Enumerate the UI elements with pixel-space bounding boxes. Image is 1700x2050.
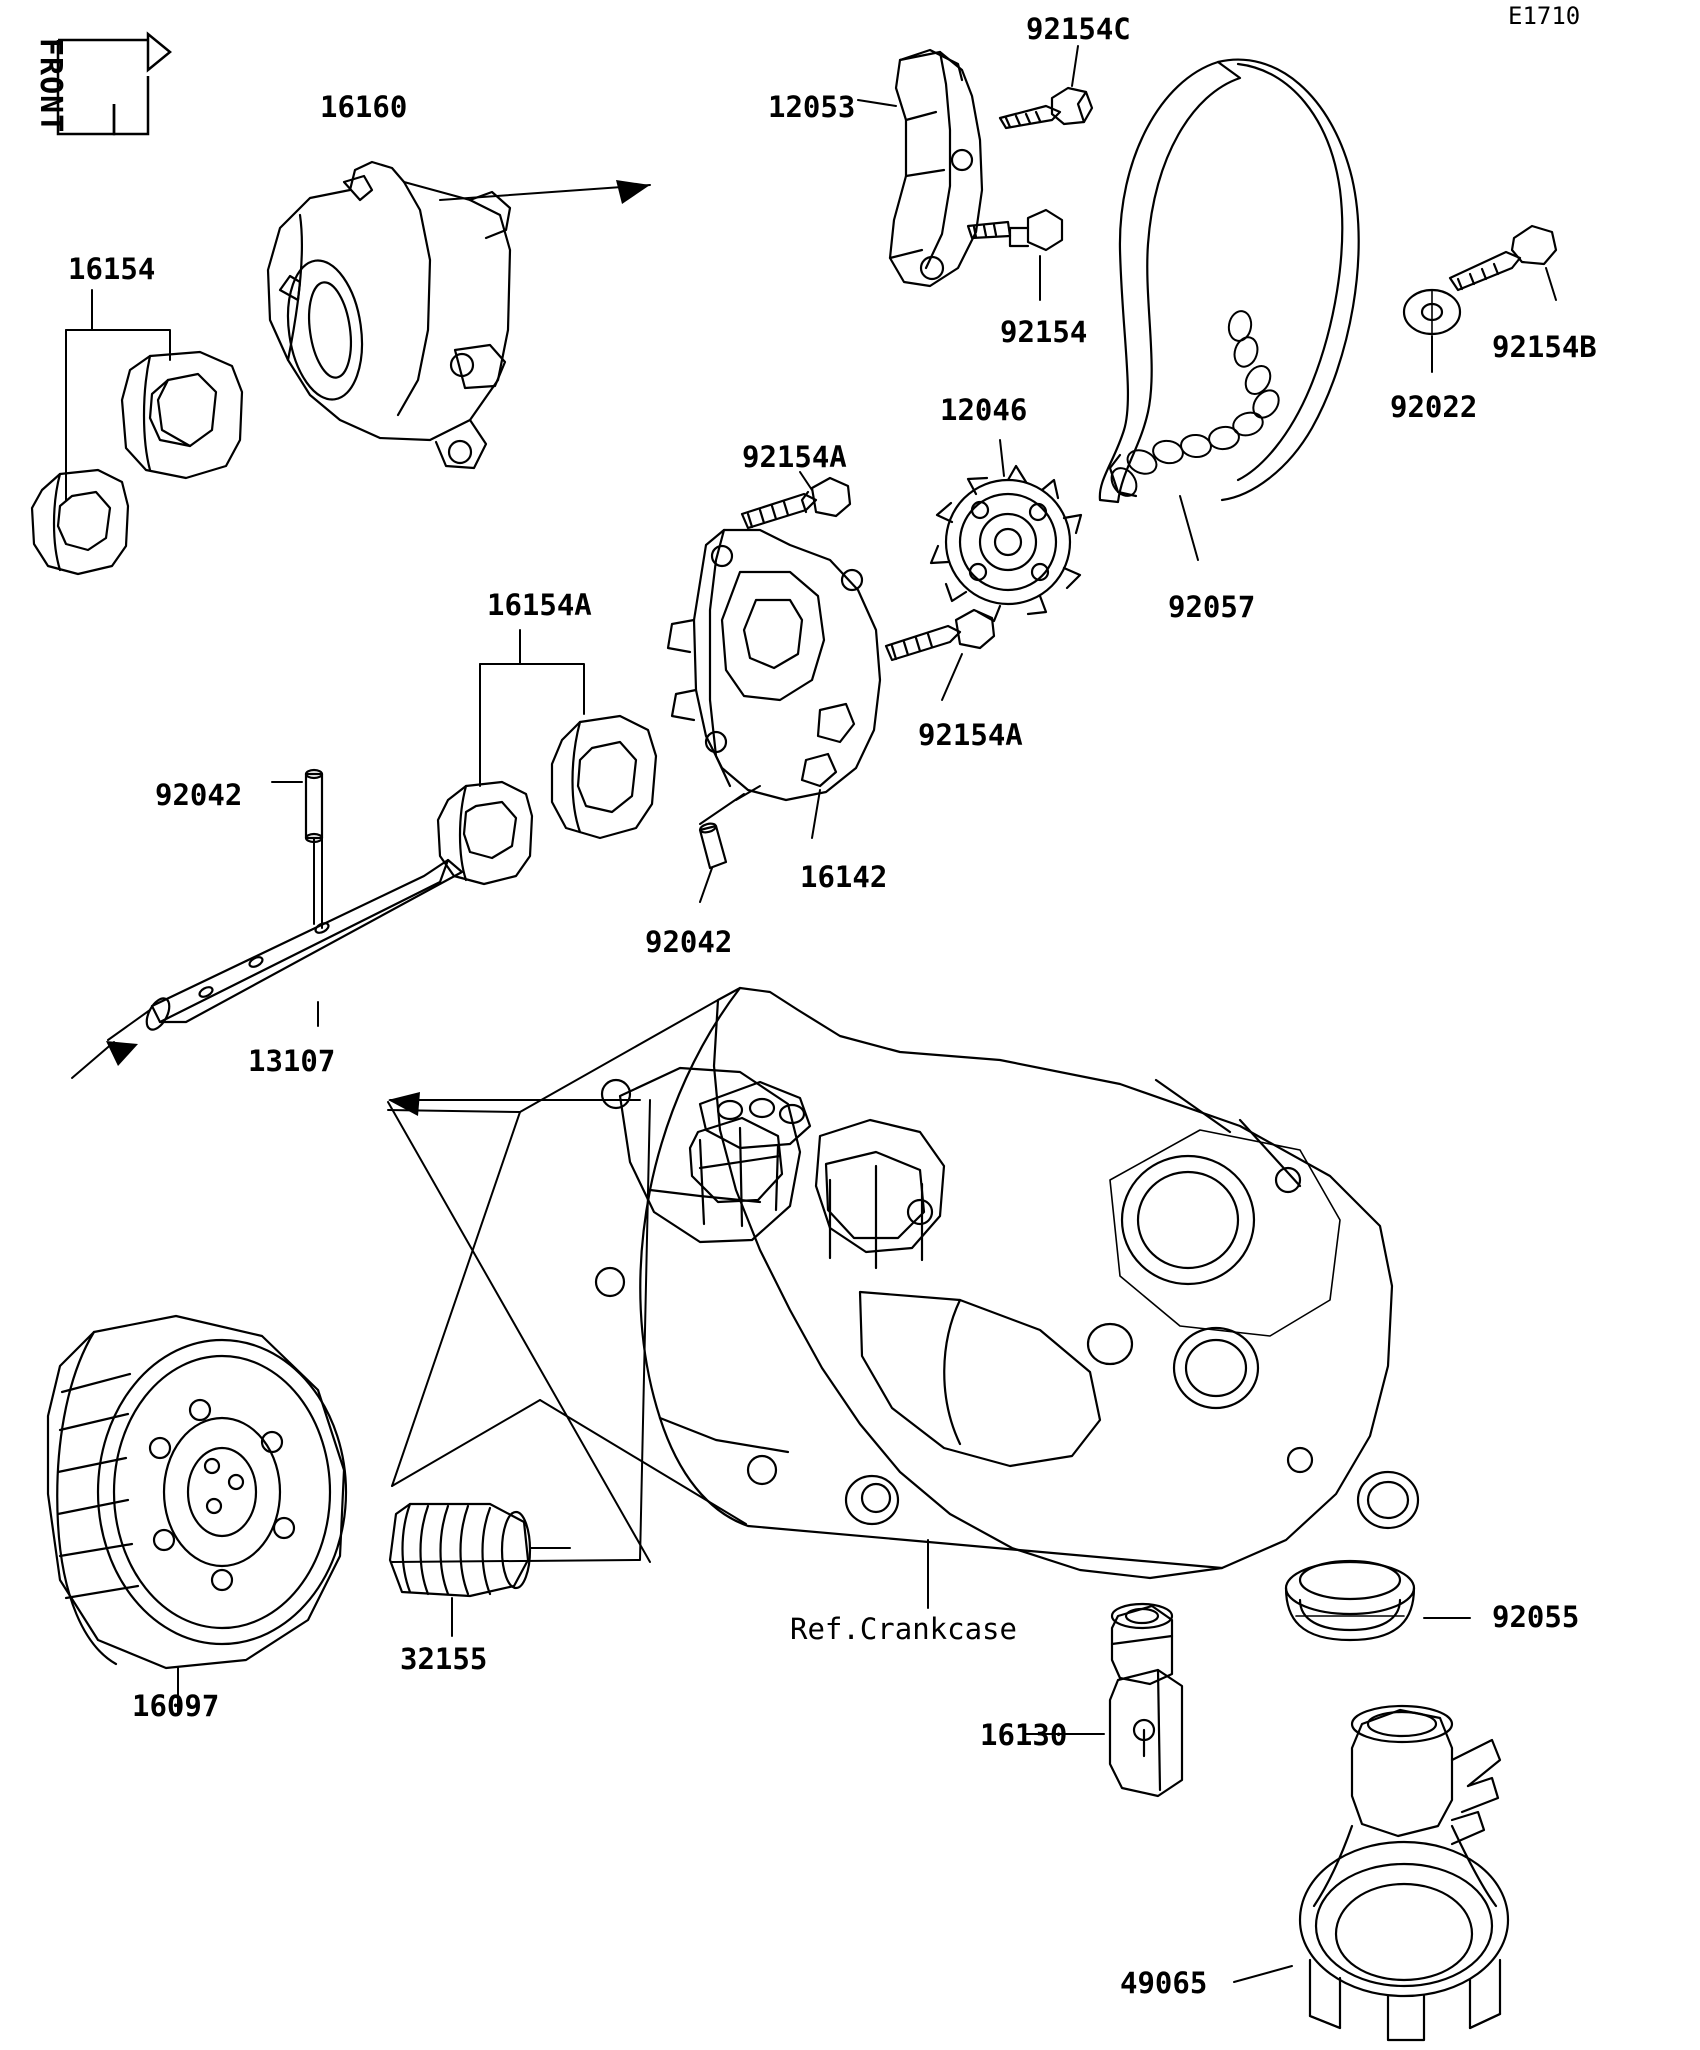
diagram-code: E1710	[1508, 2, 1581, 30]
part-label-92154c: 92154C	[1026, 12, 1131, 46]
part-label-92154b: 92154B	[1492, 330, 1597, 364]
part-label-92042-1: 92042	[155, 778, 243, 812]
part-label-16142: 16142	[800, 860, 888, 894]
part-label-16097: 16097	[132, 1689, 220, 1723]
part-label-92057: 92057	[1168, 590, 1256, 624]
part-label-32155: 32155	[400, 1642, 488, 1676]
part-label-16154a: 16154A	[487, 588, 592, 622]
reference-crankcase-label: Ref.Crankcase	[790, 1612, 1017, 1646]
part-label-13107: 13107	[248, 1044, 336, 1078]
part-label-12046: 12046	[940, 393, 1028, 427]
part-label-92055: 92055	[1492, 1600, 1580, 1634]
part-label-92154a-1: 92154A	[742, 440, 847, 474]
part-label-16130: 16130	[980, 1718, 1068, 1752]
front-label: FRONT	[33, 38, 68, 134]
part-label-16154: 16154	[68, 252, 156, 286]
part-label-92042-2: 92042	[645, 925, 733, 959]
part-label-12053: 12053	[768, 90, 856, 124]
part-label-49065: 49065	[1120, 1966, 1208, 2000]
part-label-92154a-2: 92154A	[918, 718, 1023, 752]
part-label-92022: 92022	[1390, 390, 1478, 424]
part-label-92154: 92154	[1000, 315, 1088, 349]
part-label-16160: 16160	[320, 90, 408, 124]
